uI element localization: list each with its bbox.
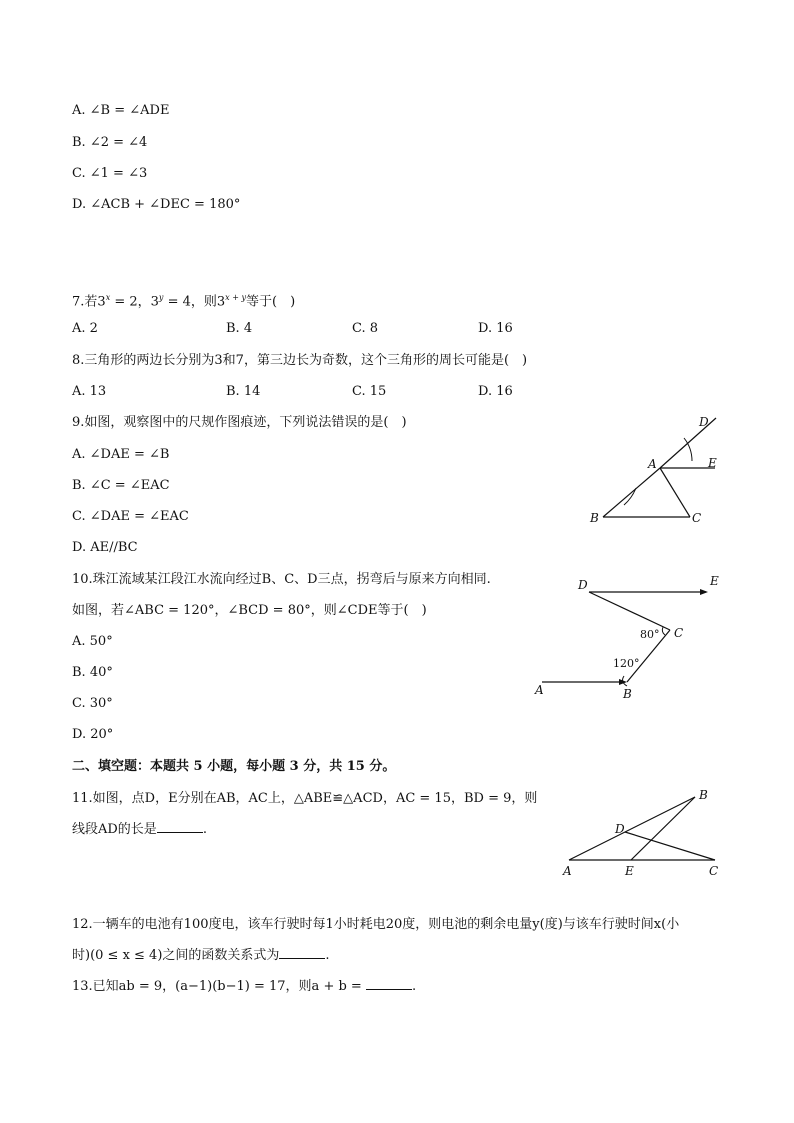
q6-option-a: A. ∠B = ∠ADE [72,103,170,118]
q10-label-b: B [623,687,632,701]
q9-option-c: C. ∠DAE = ∠EAC [72,509,189,524]
q11-answer-blank [157,820,203,833]
section-2-heading: 二、填空题：本题共 5 小题，每小题 3 分，共 15 分。 [72,759,396,774]
q7-stem: 7.若$3^x = 2$，$3^y = 4$，则$3^{x + y}$等于( ) [72,293,296,310]
q7-option-d: D. 16 [478,321,513,336]
q6-option-b: B. ∠2 = ∠4 [72,135,148,150]
q9-option-b: B. ∠C = ∠EAC [72,478,170,493]
q9-figure [580,408,730,528]
q9-option-d: D. AE//BC [72,540,138,555]
q9-label-e: E [708,456,717,470]
q6-option-c: C. ∠1 = ∠3 [72,166,148,181]
q11-stem-line1: 11.如图，点D，E分别在AB，AC上，△ABE≌△ACD，AC = 15，BD = 9，则 [72,791,538,806]
q10-option-b: B. 40° [72,665,113,680]
q10-label-d: D [578,578,588,592]
q11-label-a: A [563,864,572,878]
q11-label-e: E [625,864,634,878]
q8-option-b: B. 14 [226,384,261,399]
q10-angle-b: 120° [613,657,640,670]
q10-label-e: E [710,574,719,588]
q8-option-a: A. 13 [72,384,107,399]
q9-label-a: A [648,457,657,471]
q9-label-d: D [699,415,709,429]
q12-answer-blank [279,946,325,959]
q7-option-c: C. 8 [352,321,379,336]
q11-figure [555,785,730,880]
q13-answer-blank [366,977,412,990]
q11-label-d: D [615,822,625,836]
q11-label-b: B [699,788,708,802]
q8-stem: 8.三角形的两边长分别为3和7，第三边长为奇数，这个三角形的周长可能是( ) [72,353,528,368]
q10-label-c: C [674,626,684,640]
q12-stem-line1: 12.一辆车的电池有100度电，该车行驶时每1小时耗电20度，则电池的剩余电量y(度)与该车行驶时间x(小 [72,917,680,932]
q7-option-b: B. 4 [226,321,253,336]
q9-label-b: B [590,511,599,525]
q10-label-a: A [535,683,544,697]
q9-stem: 9.如图，观察图中的尺规作图痕迹，下列说法错误的是( ) [72,415,407,430]
q6-option-d: D. ∠ACB + ∠DEC = 180° [72,197,241,212]
q8-option-d: D. 16 [478,384,513,399]
q10-angle-c: 80° [640,628,660,641]
q10-option-a: A. 50° [72,634,113,649]
q12-stem-line2: 时)(0 ≤ x ≤ 4)之间的函数关系式为 . [72,948,330,963]
q10-stem-line1: 10.珠江流域某江段江水流向经过B、C、D三点，拐弯后与原来方向相同. [72,572,491,587]
q8-option-c: C. 15 [352,384,387,399]
q9-option-a: A. ∠DAE = ∠B [72,447,170,462]
q10-stem-line2: 如图，若∠ABC = 120°，∠BCD = 80°，则∠CDE等于( ) [72,603,427,618]
q7-option-a: A. 2 [72,321,98,336]
q10-option-c: C. 30° [72,696,113,711]
q10-option-d: D. 20° [72,727,114,742]
q10-figure [530,570,730,705]
q11-stem-line2: 线段AD的长是 . [72,822,207,837]
q11-label-c: C [709,864,719,878]
q9-label-c: C [692,511,702,525]
q13-stem: 13.已知ab = 9，(a−1)(b−1) = 17，则a + b = . [72,979,417,994]
